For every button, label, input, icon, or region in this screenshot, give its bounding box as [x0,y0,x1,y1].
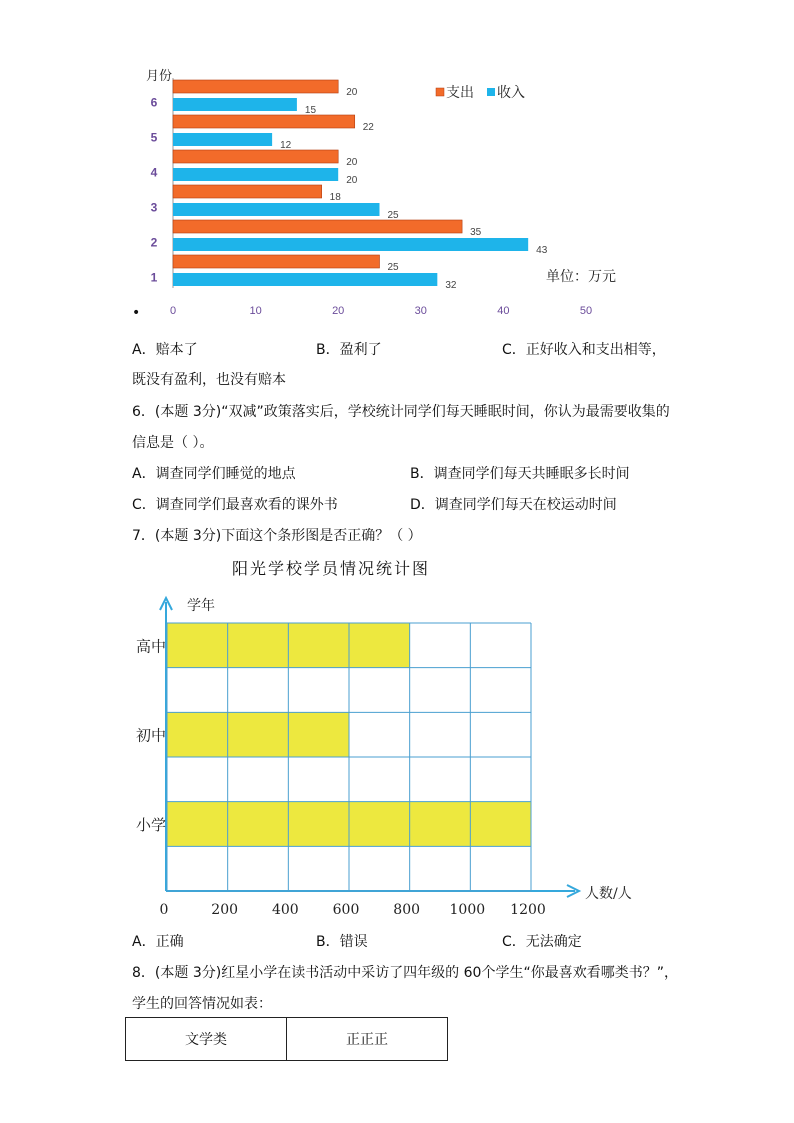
legend-swatch-expense [436,88,444,96]
bullet: • [132,305,141,321]
table-cell-tally: 正正正 [287,1018,448,1061]
legend-swatch-income [487,88,495,96]
chart1-bar-income [173,133,272,146]
table-cell-category: 文学类 [126,1018,287,1061]
q6-option-d: D．调查同学们每天在校运动时间 [410,497,617,513]
chart1-x-tick: 0 [169,305,177,317]
chart1-data-label: 35 [470,227,482,238]
q5-option-c: C．正好收入和支出相等， [502,342,666,358]
chart1-data-label: 25 [387,210,399,221]
chart1-data-label: 20 [346,157,358,168]
chart1-bar-income [173,168,338,181]
chart1-bar-expense [173,255,380,268]
chart2-x-tick: 600 [332,902,360,918]
chart1-data-label: 32 [445,280,457,291]
chart2-x-tick: 400 [271,902,299,918]
chart1-bar-expense [173,150,338,163]
q7-option-b: B．错误 [316,934,368,950]
table-row [126,1018,448,1061]
chart1-data-label: 22 [362,122,374,133]
chart1-month-label: 2 [150,235,158,250]
chart1-month-label: 6 [150,95,158,110]
chart1-bar-expense [173,220,462,233]
q5-option-c-continued: 既没有盈利，也没有赔本 [132,372,286,388]
q8-tally-table [125,1017,448,1061]
chart2-bar [167,712,349,757]
chart1-bar-income [173,273,437,286]
q6-question-cont: 信息是（ ）。 [132,435,214,451]
chart2-category-label: 小学 [135,816,167,834]
chart1-x-tick: 10 [249,305,262,317]
chart1-bar-expense [173,115,355,128]
chart2-category-label: 高中 [135,637,167,656]
q6-option-b: B．调查同学们每天共睡眠多长时间 [410,466,630,482]
chart1-data-label: 15 [304,105,317,116]
chart1-x-tick: 20 [332,305,345,317]
chart1-bar-expense [173,185,322,198]
chart1-month-label: 3 [150,200,158,215]
q6-option-c: C．调查同学们最喜欢看的课外书 [132,497,338,513]
q5-option-a: A．赔本了 [132,342,198,358]
chart2-x-tick: 800 [393,902,421,918]
chart2-x-tick: 0 [159,902,169,918]
q7-question: 7．(本题 3分)下面这个条形图是否正确？（ ） [132,528,422,544]
chart1-y-axis-label: 月份 [146,68,173,83]
chart2-x-axis-label: 人数/人 [585,886,632,902]
q5-option-b: B．盈利了 [316,342,382,358]
chart1-x-tick: 50 [579,305,593,317]
chart1-data-label: 18 [329,192,341,203]
chart2-x-tick: 1000 [449,902,486,918]
q7-option-c: C．无法确定 [502,934,582,950]
chart1-bar-income [173,238,528,251]
chart1-month-label: 4 [150,165,158,180]
chart1-data-label: 20 [346,175,358,186]
legend-expense: 支出 [446,85,474,101]
legend-income: 收入 [497,85,525,101]
q6-question: 6．(本题 3分)“双减”政策落实后，学校统计同学们每天睡眠时间，你认为最需要收集的 [132,404,670,420]
q7-option-a: A．正确 [132,934,184,950]
school-students-chart [125,588,655,923]
chart1-unit-label: 单位：万元 [546,269,616,285]
chart1-data-label: 20 [346,87,358,98]
income-expense-chart [130,60,650,330]
chart1-legend [436,84,525,101]
chart2-title: 阳光学校学员情况统计图 [232,559,431,578]
chart1-data-label: 12 [280,140,292,151]
chart1-month-label: 5 [150,130,158,145]
q8-question-cont: 学生的回答情况如表： [132,996,272,1012]
chart2-x-tick: 200 [211,902,239,918]
chart2-category-label: 初中 [135,726,167,745]
q6-option-a: A．调查同学们睡觉的地点 [132,466,296,482]
chart1-data-label: 25 [387,262,399,273]
chart1-data-label: 43 [536,245,548,256]
chart1-month-label: 1 [150,270,158,285]
chart2-y-axis-label: 学年 [187,598,215,614]
chart1-x-tick: 30 [414,305,427,317]
chart2-x-tick: 1200 [510,902,546,918]
chart1-bar-income [173,98,297,111]
chart1-bar-expense [173,80,338,93]
chart1-bar-income [173,203,380,216]
chart1-x-tick: 40 [497,305,510,317]
q8-question: 8．(本题 3分)红星小学在读书活动中采访了四年级的 60个学生“你最喜欢看哪类书？”， [132,965,678,981]
